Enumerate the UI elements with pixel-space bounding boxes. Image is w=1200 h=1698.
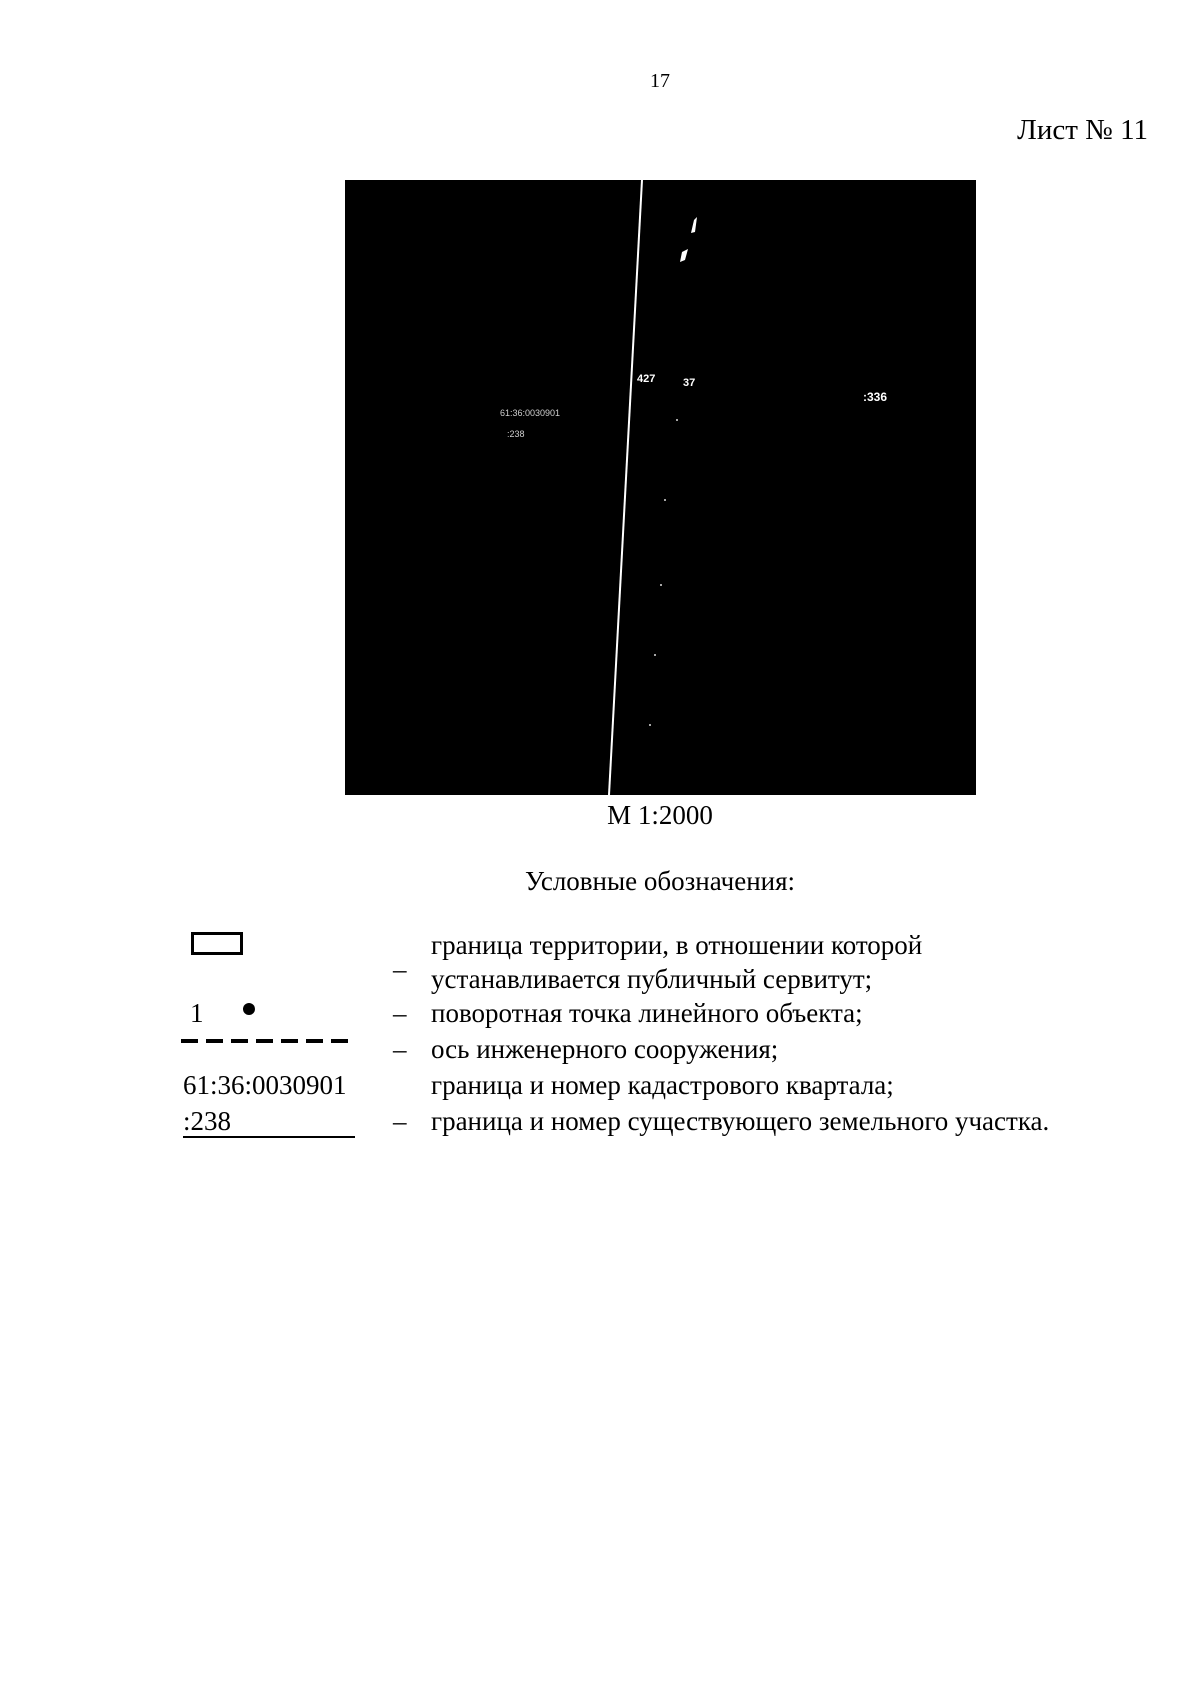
legend-text-cadastral-quarter: граница и номер кадастрового квартала; xyxy=(431,1070,894,1100)
legend-text-boundary-line2: устанавливается публичный сервитут; xyxy=(431,964,873,994)
faint-quarter-label: 61:36:0030901 xyxy=(500,408,561,418)
legend-text-land-parcel: граница и номер существующего земельного участка. xyxy=(431,1106,1050,1136)
servitude-map xyxy=(345,180,976,795)
page-number: 17 xyxy=(650,70,670,92)
axis-dot xyxy=(654,654,656,656)
land-parcel-number: :238 xyxy=(183,1106,355,1138)
axis-dot xyxy=(664,499,666,501)
engineering-axis-dashed-icon xyxy=(181,1038,355,1044)
legend-dash: – xyxy=(393,998,407,1028)
faint-parcel-label: :238 xyxy=(507,429,525,439)
sheet-label: Лист № 11 xyxy=(1017,114,1148,146)
boundary-rectangle-symbol xyxy=(191,932,243,955)
legend-text-turning-point: поворотная точка линейного объекта; xyxy=(431,998,863,1028)
point-label-427: 427 xyxy=(637,373,656,385)
map-canvas xyxy=(345,180,976,795)
legend-dash: – xyxy=(393,954,407,984)
axis-dot xyxy=(676,419,678,421)
turning-point-number: 1 xyxy=(190,998,204,1028)
axis-dot xyxy=(660,584,662,586)
map-background xyxy=(345,180,976,795)
parcel-label-336: :336 xyxy=(863,390,888,404)
legend-title: Условные обозначения: xyxy=(524,866,796,896)
cadastral-quarter-number: 61:36:0030901 xyxy=(183,1070,347,1100)
turning-point-dot-icon xyxy=(243,1003,255,1015)
point-label-37: 37 xyxy=(683,377,696,389)
legend-dash: – xyxy=(393,1034,407,1064)
legend-text-engineering-axis: ось инженерного сооружения; xyxy=(431,1034,779,1064)
legend-text-boundary-line1: граница территории, в отношении которой xyxy=(431,930,923,960)
legend-dash: – xyxy=(393,1106,407,1136)
map-scale: М 1:2000 xyxy=(607,800,713,830)
axis-dot xyxy=(649,724,651,726)
